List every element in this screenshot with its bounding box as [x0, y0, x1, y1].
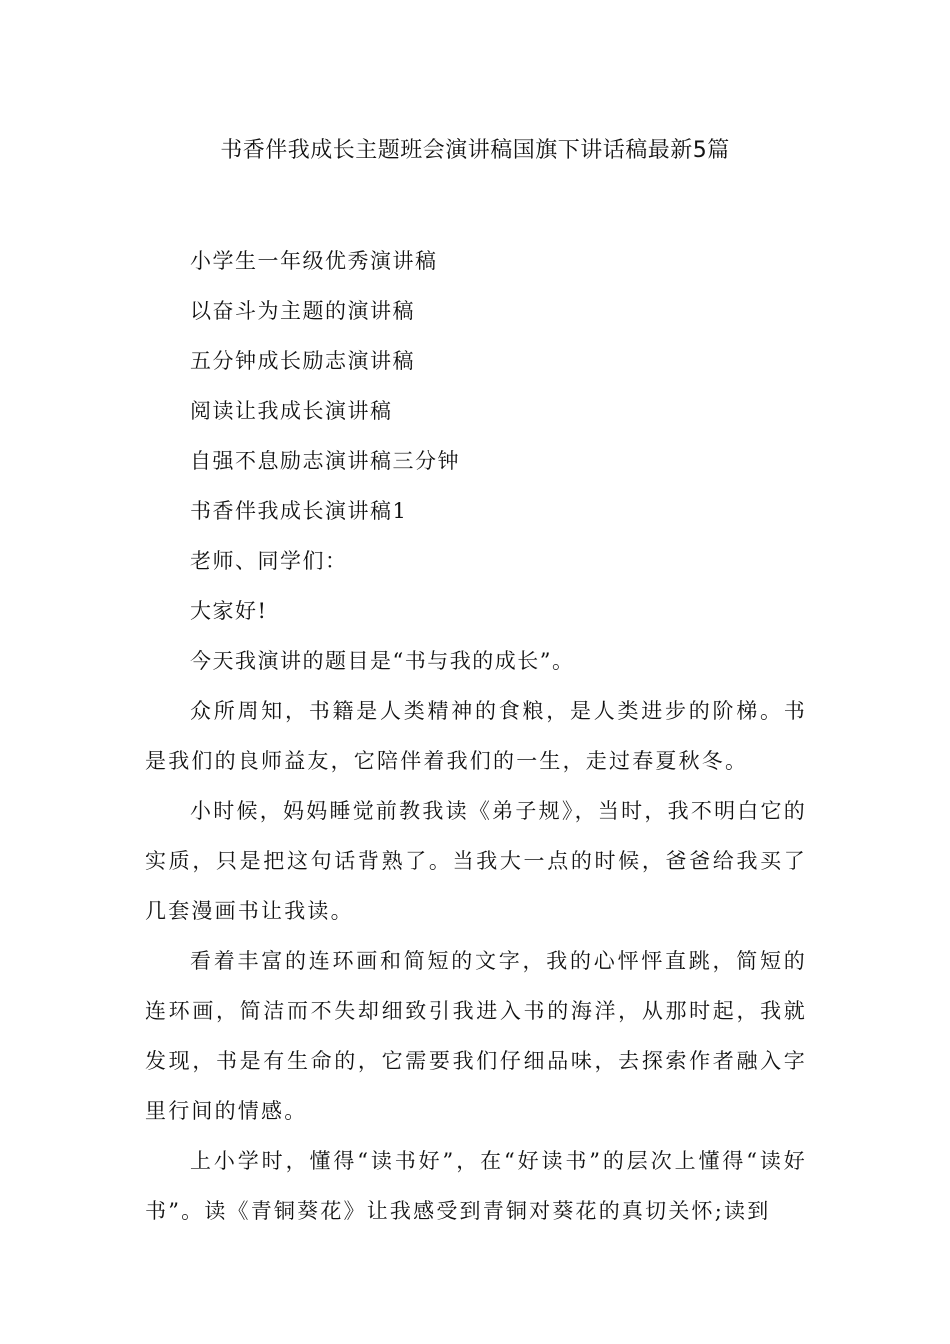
article-list-item: 小学生一年级优秀演讲稿 — [190, 249, 438, 273]
body-text — [145, 686, 807, 1236]
salutation: 老师、同学们： — [190, 549, 348, 573]
greeting: 大家好! — [190, 599, 268, 623]
paragraph: 小时候，妈妈睡觉前教我读《弟子规》，当时，我不明白它的实质，只是把这句话背熟了。当我大一点的时候，爸爸给我买了几套漫画书让我读。 — [145, 799, 807, 923]
section-heading: 书香伴我成长演讲稿1 — [190, 499, 408, 523]
paragraph: 看着丰富的连环画和简短的文字，我的心怦怦直跳，简短的连环画，简洁而不失却细致引我进入书的海洋，从那时起，我就发现，书是有生命的，它需要我们仔细品味，去探索作者融入字里行间的情感。 — [145, 949, 807, 1123]
paragraph: 上小学时，懂得“读书好”，在“好读书”的层次上懂得“读好书”。读《青铜葵花》让我感受到青铜对葵花的真切关怀;读到 — [145, 1149, 807, 1223]
topic-line: 今天我演讲的题目是“书与我的成长”。 — [190, 649, 575, 673]
article-list-item: 五分钟成长励志演讲稿 — [190, 349, 415, 373]
article-list — [190, 236, 810, 686]
article-list-item: 以奋斗为主题的演讲稿 — [190, 299, 415, 323]
article-list-item: 阅读让我成长演讲稿 — [190, 399, 393, 423]
document-title: 书香伴我成长主题班会演讲稿国旗下讲话稿最新5篇 — [220, 138, 730, 163]
paragraph: 众所周知，书籍是人类精神的食粮，是人类进步的阶梯。书是我们的良师益友，它陪伴着我们的一生，走过春夏秋冬。 — [145, 699, 807, 773]
article-list-item: 自强不息励志演讲稿三分钟 — [190, 449, 460, 473]
